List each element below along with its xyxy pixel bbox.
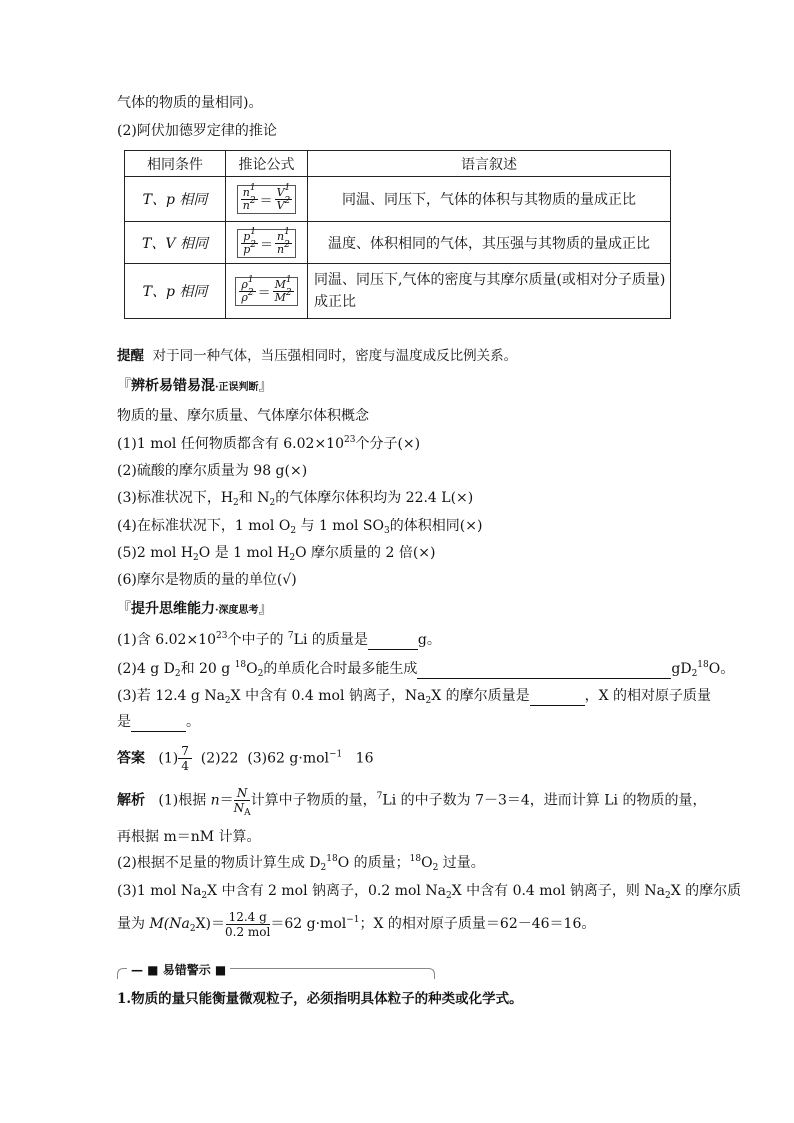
analysis-line-4: (3)1 mol $Na_2X$ 中含有 2 mol 钠离子，0.2 mol $Na_2X$ 中含有 0.4 mol 钠离子，则 $Na_2X$ 的摩尔质 xyxy=(117,883,742,901)
cell-formula xyxy=(226,264,308,319)
warning-label: — ■ 易错警示 ■ xyxy=(127,961,230,978)
judgement-2: (2)硫酸的摩尔质量为 98 g(×) xyxy=(117,463,308,479)
cell-description: 温度、体积相同的气体，其压强与其物质的量成正比 xyxy=(308,222,671,264)
tip-text: 对于同一种气体，当压强相同时，密度与温度成反比例关系。 xyxy=(152,348,518,364)
answer-line: 答案 (1) $\frac{7}{4}$ (2)22 (3)62 g·mol$^{-1}$ 16 xyxy=(117,744,374,773)
question-1: (1)含 $6.02\times 10^{23}$个中子的 $^7$Li 的质量是 g。 xyxy=(117,631,441,648)
header-formula: 推论公式 xyxy=(226,151,308,177)
avogadro-table xyxy=(124,150,671,319)
analysis-line-5: 量为 $M(Na_2X)=$ 12.4 g 0.2 mol ＝62 g·mol$^{-1}$；X 的相对原子质量＝62－46＝16。 xyxy=(117,909,596,939)
answer-blank[interactable] xyxy=(131,717,186,732)
question-2: (2)4 g $D_2$和 20 g $^{18}O_2$的单质化合时最多能生成 $gD_2^{18}O$。 xyxy=(117,660,735,679)
header-description: 语言叙述 xyxy=(308,151,671,177)
table-row xyxy=(125,264,671,319)
judgement-5: (5)2 mol $H_2O$ 是 1 mol $H_2O$ 摩尔质量的 2 倍(×) xyxy=(117,545,436,563)
judgement-6: (6)摩尔是物质的量的单位(√) xyxy=(117,572,297,588)
table-row xyxy=(125,222,671,264)
answer-blank[interactable] xyxy=(368,635,418,650)
question-3: (3)若 12.4 g $Na_2X$ 中含有 0.4 mol 钠离子，$Na_2X$ 的摩尔质量是 ，X 的相对原子质量 xyxy=(117,688,712,706)
cell-description: 同温、同压下,气体的密度与其摩尔质量(或相对分子质量) 成正比 xyxy=(308,264,671,319)
concept-line: 物质的量、摩尔质量、气体摩尔体积概念 xyxy=(117,408,369,424)
cell-condition: T、p 相同 xyxy=(125,177,226,222)
cell-condition: T、V 相同 xyxy=(125,222,226,264)
analysis-line-3: (2)根据不足量的物质计算生成 $D_2^{18}O$ 的质量；$^{18}O_2$ 过量。 xyxy=(117,854,485,873)
answer-blank[interactable] xyxy=(530,691,585,706)
analysis-line-2: 再根据 m＝nM 计算。 xyxy=(117,829,261,845)
table-row xyxy=(125,177,671,222)
cell-description: 同温、同压下，气体的体积与其物质的量成正比 xyxy=(308,177,671,222)
analysis-line-1: 解析 (1)根据 n＝ $\frac{N}{N_A}$ 计算中子物质的量，$^7$Li 的中子数为 7－3＝4，进而计算 Li 的物质的量， xyxy=(117,786,707,818)
tip-line xyxy=(117,346,517,366)
warning-text: 1.物质的量只能衡量微观粒子，必须指明具体粒子的种类或化学式。 xyxy=(117,991,523,1007)
subheading: (2)阿伏加德罗定律的推论 xyxy=(117,123,277,139)
formula: $\frac{p^1}{p^2}$ ＝ $\frac{n^1}{n^2}$ xyxy=(237,229,296,258)
judgement-3: (3)标准状况下，$H_2$和 $N_2$的气体摩尔体积均为 22.4 L(×) xyxy=(117,490,474,508)
section-title-1: 『辨析易错易混·正误判断』 xyxy=(117,378,273,394)
formula: $\frac{\rho^1}{\rho^2}$ ＝ $\frac{M^1}{M^2}$ xyxy=(235,277,297,306)
cell-formula xyxy=(226,222,308,264)
formula: $\frac{n^1}{n^2}$ ＝ $\frac{V^1}{V^2}$ xyxy=(237,185,297,214)
tip-label: 提醒 xyxy=(117,348,144,364)
answer-blank[interactable] xyxy=(417,664,671,679)
cell-formula xyxy=(226,177,308,222)
warning-box xyxy=(117,961,433,979)
question-3-cont: 是 。 xyxy=(117,714,200,730)
cell-condition: T、p 相同 xyxy=(125,264,226,319)
table-header-row xyxy=(125,151,671,177)
section-title-2: 『提升思维能力·深度思考』 xyxy=(117,601,273,617)
intro-tail: 气体的物质的量相同)。 xyxy=(117,95,263,111)
judgement-1: (1)1 mol 任何物质都含有 $6.02\times 10^{23}$个分子(×) xyxy=(117,435,421,452)
header-condition: 相同条件 xyxy=(125,151,226,177)
judgement-4: (4)在标准状况下，1 mol $O_2$ 与 1 mol $SO_3$的体积相同(×) xyxy=(117,518,483,536)
